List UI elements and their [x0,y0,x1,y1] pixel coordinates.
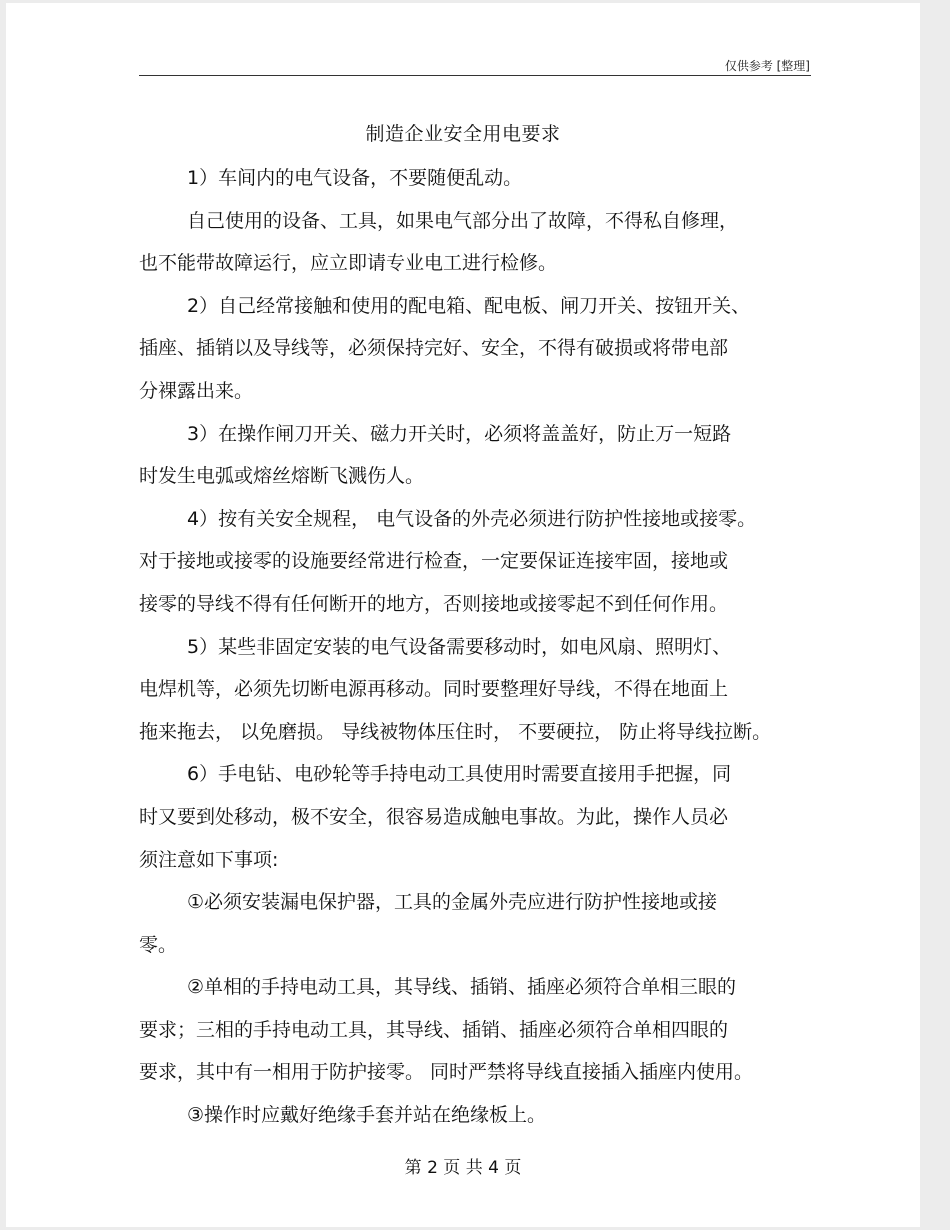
paragraph-line: ①必须安装漏电保护器，工具的金属外壳应进行防护性接地或接 [187,891,718,914]
header-note: 仅供参考 [整理] [724,59,810,73]
document-body [139,157,819,1137]
document-page [6,3,920,1227]
paragraph-line: 时发生电弧或熔丝熔断飞溅伤人。 [139,465,425,488]
document-title: 制造企业安全用电要求 [365,123,561,145]
paragraph-line: 1）车间内的电气设备，不要随便乱动。 [187,167,523,189]
paragraph-line: 分裸露出来。 [139,379,254,402]
paragraph-line: 插座、插销以及导线等，必须保持完好、安全，不得有破损或将带电部 [139,337,729,360]
paragraph-line: 须注意如下事项: [139,848,279,871]
paragraph-line: ③操作时应戴好绝缘手套并站在绝缘板上。 [187,1104,547,1127]
paragraph-line: 拖来拖去， 以免磨损。 导线被物体压住时， 不要硬拉， 防止将导线拉断。 [139,720,772,743]
paragraph-line: 5）某些非固定安装的电气设备需要移动时，如电风扇、照明灯、 [187,635,732,658]
paragraph-line: ②单相的手持电动工具，其导线、插销、插座必须符合单相三眼的 [187,976,737,999]
paragraph-line: 时又要到处移动，极不安全，很容易造成触电事故。为此，操作人员必 [139,805,729,828]
paragraph-line: 要求，其中有一相用于防护接零。 同时严禁将导线直接插入插座内使用。 [139,1061,754,1084]
paragraph-line: 接零的导线不得有任何断开的地方，否则接地或接零起不到任何作用。 [139,592,729,615]
paragraph-line: 4）按有关安全规程， 电气设备的外壳必须进行防护性接地或接零。 [187,507,757,530]
paragraph-line: 要求；三相的手持电动工具，其导线、插销、插座必须符合单相四眼的 [139,1018,729,1041]
paragraph-line: 2）自己经常接触和使用的配电箱、配电板、闸刀开关、按钮开关、 [187,294,751,317]
paragraph-line: 3）在操作闸刀开关、磁力开关时，必须将盖盖好，防止万一短路 [187,422,732,445]
header-divider [139,75,811,76]
paragraph-line: 零。 [139,933,178,956]
page-number: 第 2 页 共 4 页 [404,1158,522,1178]
paragraph-line: 6）手电钻、电砂轮等手持电动工具使用时需要直接用手把握，同 [187,763,732,786]
paragraph-line: 电焊机等，必须先切断电源再移动。同时要整理好导线，不得在地面上 [139,678,729,701]
paragraph-line: 也不能带故障运行，应立即请专业电工进行检修。 [139,252,558,275]
paragraph-line: 自己使用的设备、工具，如果电气部分出了故障，不得私自修理， [187,209,739,232]
paragraph-line: 对于接地或接零的设施要经常进行检查，一定要保证连接牢固，接地或 [139,550,729,573]
